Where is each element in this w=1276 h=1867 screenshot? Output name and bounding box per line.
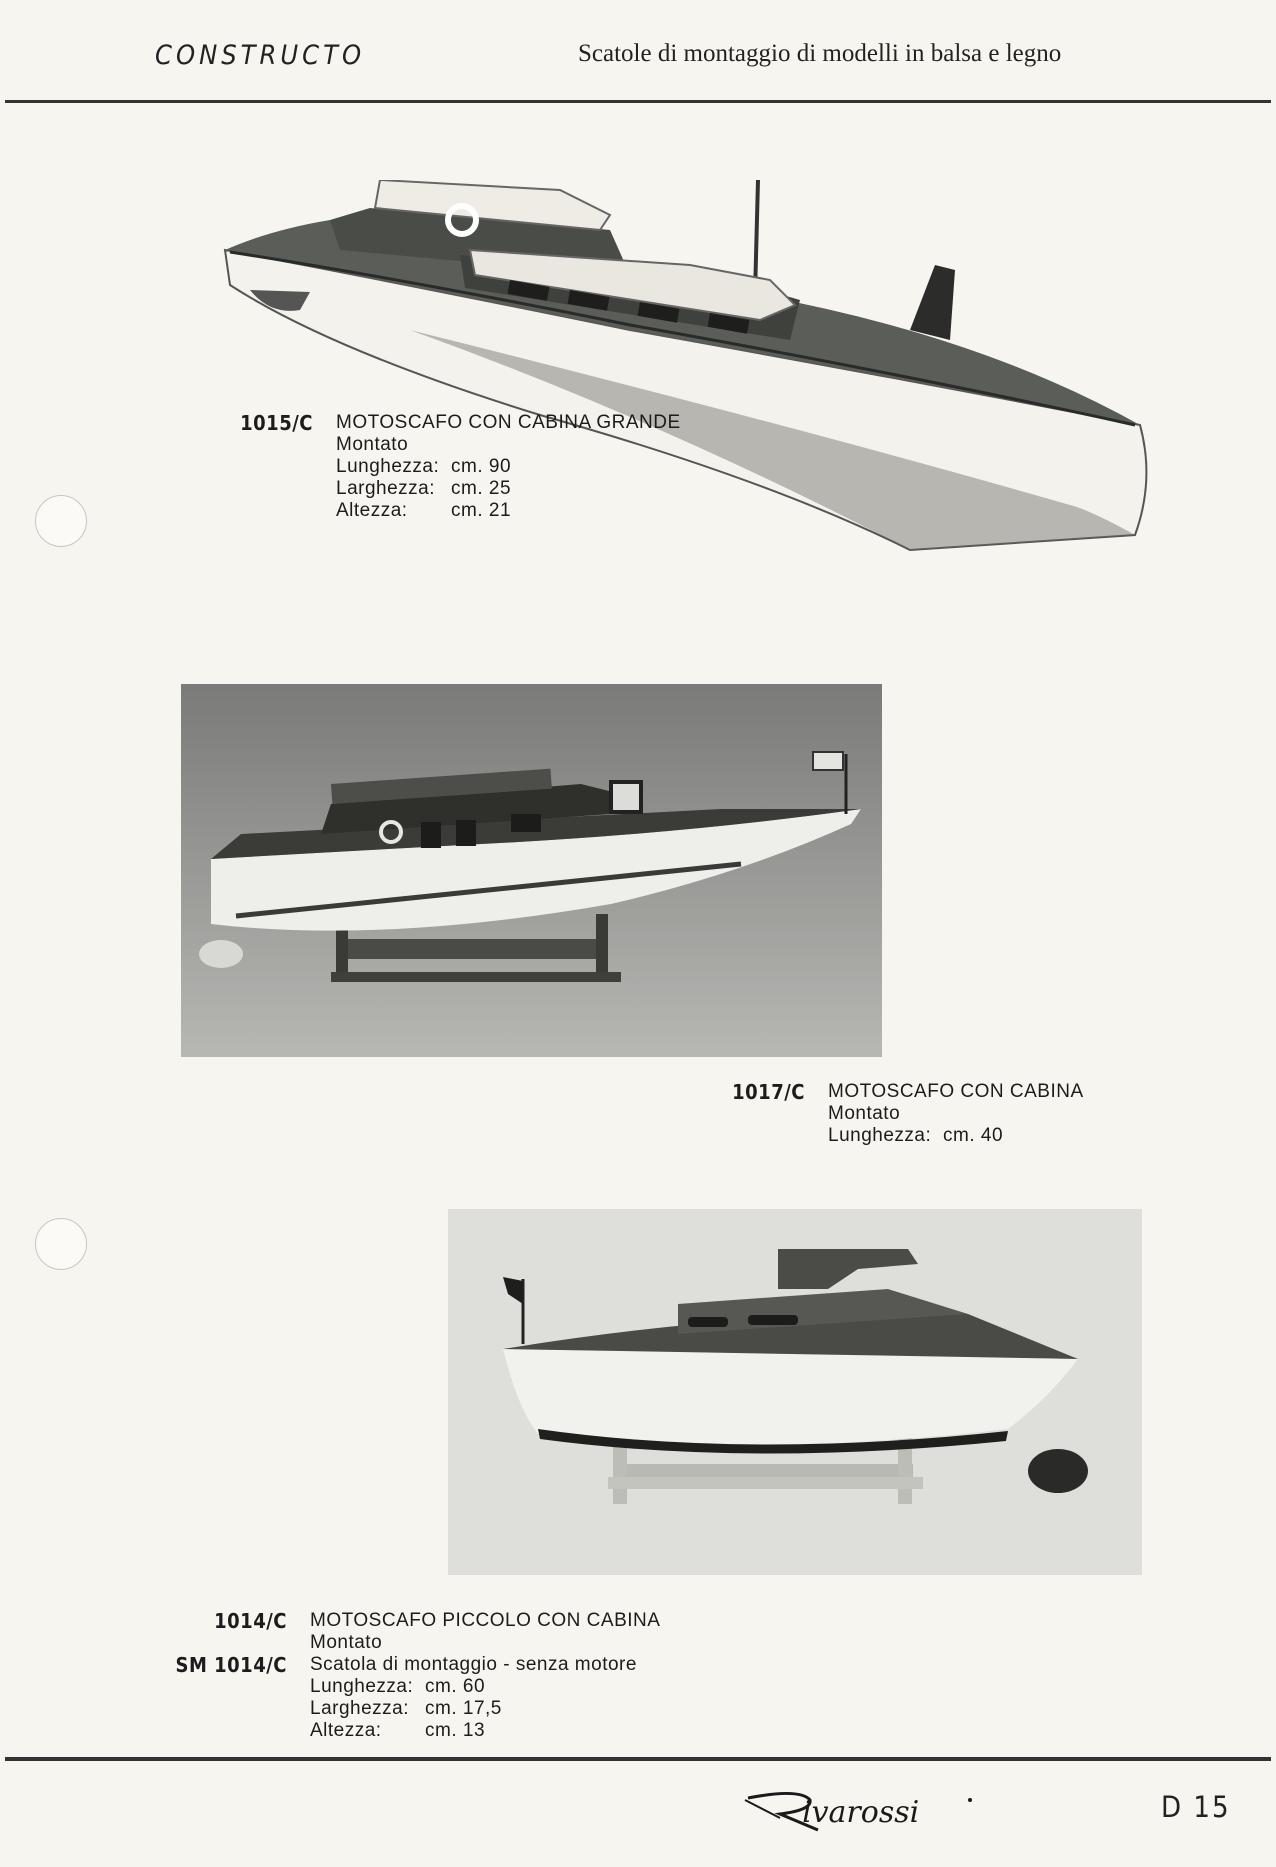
product-name: MOTOSCAFO PICCOLO CON CABINA (310, 1610, 661, 1631)
dimension-row: Larghezza: cm. 25 (336, 478, 512, 499)
dimension-row: Larghezza: cm. 17,5 (310, 1698, 502, 1719)
product-code: 1015/C (240, 411, 313, 435)
product-code: 1017/C (732, 1080, 805, 1104)
page-number: D 15 (1161, 1790, 1231, 1824)
binder-hole-lower (35, 1218, 87, 1270)
dimension-row: Altezza: cm. 21 (336, 500, 512, 521)
dimension-row: Lunghezza: cm. 90 (336, 456, 512, 477)
svg-text:ivarossi: ivarossi (802, 1795, 920, 1830)
product-name: MOTOSCAFO CON CABINA GRANDE (336, 412, 681, 433)
product-name: MOTOSCAFO CON CABINA (828, 1081, 1084, 1102)
header-rule (5, 100, 1271, 103)
product-code-kit: SM 1014/C (175, 1653, 287, 1677)
dimension-row: Lunghezza: cm. 40 (828, 1125, 1004, 1146)
brand-title: CONSTRUCTO (155, 40, 366, 71)
product-status: Montato (336, 434, 409, 455)
product-status: Montato (310, 1632, 383, 1653)
binder-hole-upper (35, 495, 87, 547)
kit-note: Scatola di montaggio - senza motore (310, 1654, 637, 1675)
dimension-row: Altezza: cm. 13 (310, 1720, 486, 1741)
header-subtitle: Scatole di montaggio di modelli in balsa e legno (578, 40, 1062, 67)
rivarossi-logo (740, 1778, 980, 1843)
dimension-row: Lunghezza: cm. 60 (310, 1676, 486, 1697)
photo-boat-1014c (448, 1209, 1142, 1575)
product-status: Montato (828, 1103, 901, 1124)
product-code: 1014/C (214, 1609, 287, 1633)
footer-rule (5, 1757, 1271, 1761)
photo-boat-1017c (181, 684, 882, 1057)
